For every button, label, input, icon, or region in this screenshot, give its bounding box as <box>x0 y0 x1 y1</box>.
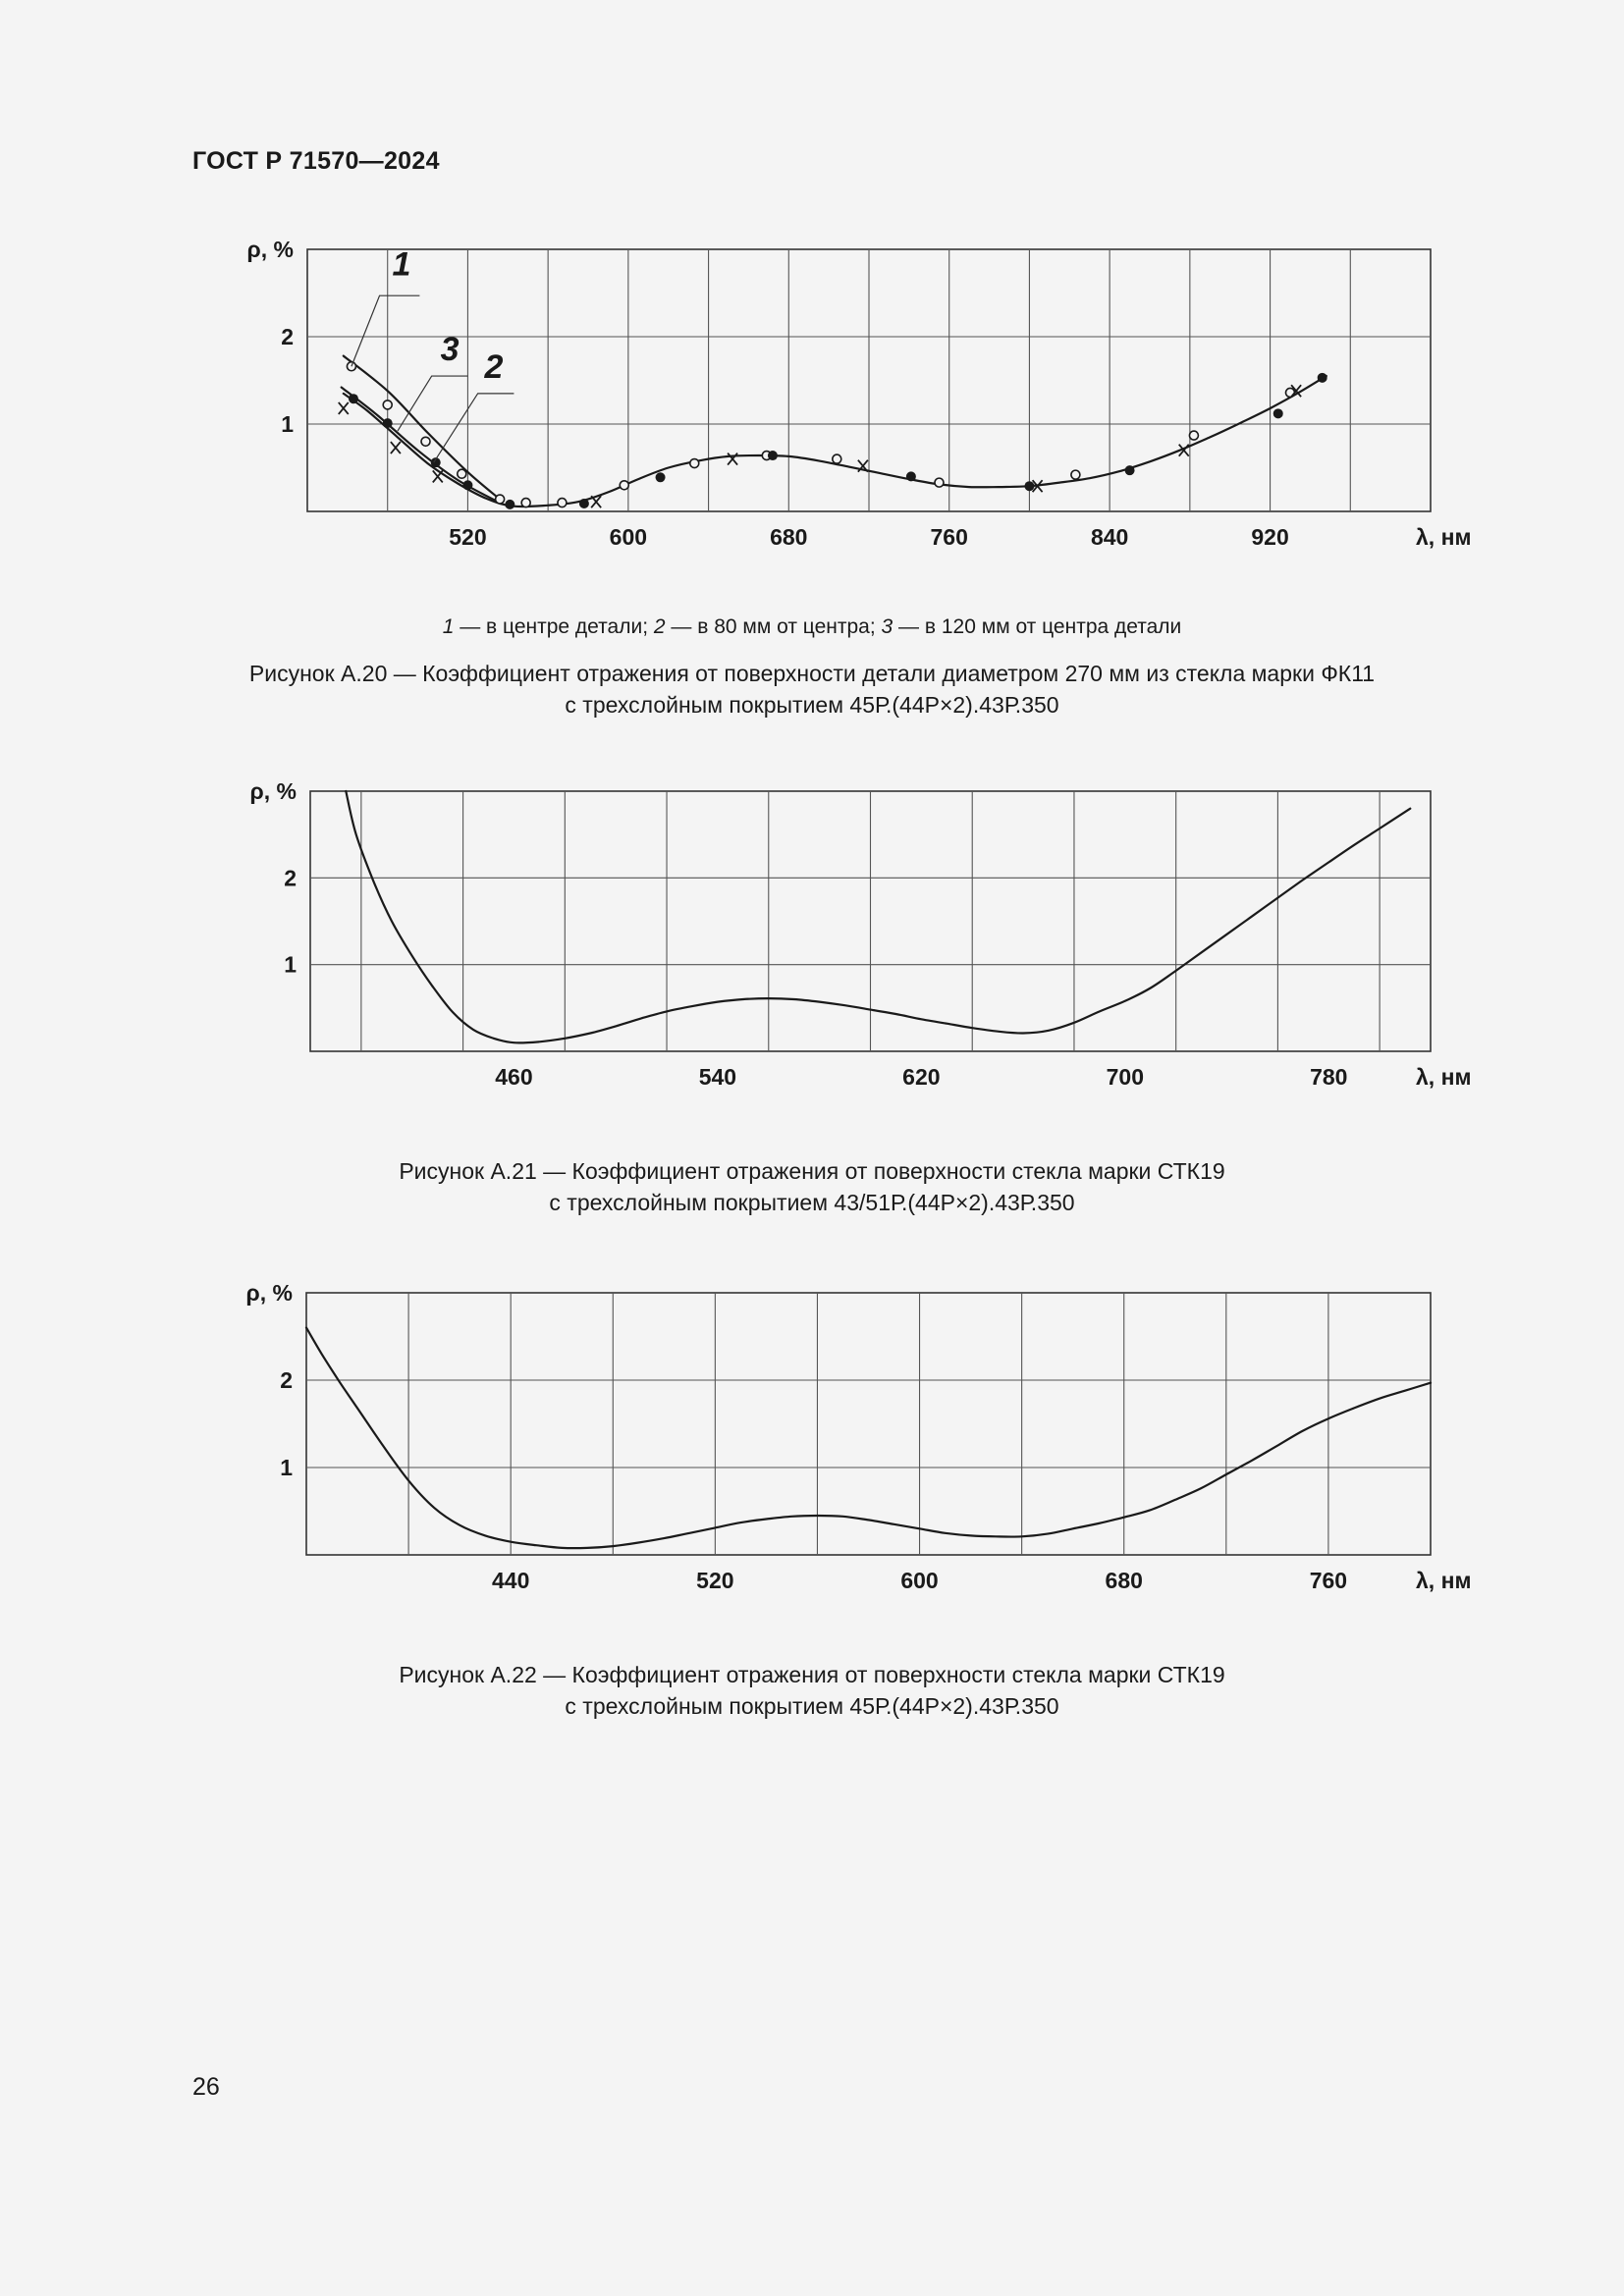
chart0-series-1-point <box>833 454 841 463</box>
figure-a20-caption-line1: Рисунок А.20 — Коэффициент отражения от поверхности детали диаметром 270 мм из стекла марки ФК11 <box>248 661 1376 686</box>
chart2-x-axis-label: λ, нм <box>1416 1568 1472 1593</box>
chart0-series-2-point <box>1273 408 1283 418</box>
chart1-plot-frame <box>310 791 1431 1051</box>
figure-a20-caption-line2: с трехслойным покрытием 45Р.(44Р×2).43Р.350 <box>565 692 1059 718</box>
chart0-series-2-point <box>1318 373 1327 383</box>
chart1-x-tick-label: 540 <box>698 1064 737 1090</box>
chart0-series-3-point <box>391 442 401 454</box>
chart1-y-axis-label: ρ, % <box>249 778 297 804</box>
chart0-fit-curve <box>344 376 1326 507</box>
chart0-y-axis-label: ρ, % <box>246 237 294 262</box>
figure-a21-caption-line2: с трехслойным покрытием 43/51Р.(44Р×2).43Р.350 <box>549 1190 1075 1215</box>
chart0-y-tick-label: 1 <box>281 411 294 437</box>
chart0-series-2-point <box>462 480 472 490</box>
chart0-series-1-point <box>1071 470 1080 479</box>
chart1-series-line <box>346 791 1410 1042</box>
chart2-x-tick-label: 680 <box>1105 1568 1143 1593</box>
figure-a22-caption <box>0 1659 1624 1722</box>
document-header: ГОСТ Р 71570—2024 <box>192 147 440 175</box>
chart2-series-line <box>306 1328 1431 1549</box>
chart0-x-axis-label: λ, нм <box>1416 524 1472 550</box>
chart0-x-tick-label: 840 <box>1090 524 1129 550</box>
chart2-y-tick-label: 2 <box>280 1367 293 1393</box>
chart0-x-tick-label: 600 <box>609 524 648 550</box>
chart0-series-2-point <box>768 451 778 460</box>
chart2-y-axis-label: ρ, % <box>245 1280 293 1306</box>
chart0-curve-label-2: 2 <box>484 347 504 386</box>
chart0-series-1-point <box>383 400 392 409</box>
chart0-curve-label-leader <box>352 295 419 366</box>
chart2-y-tick-label: 1 <box>280 1455 293 1480</box>
chart0-series-1-point <box>521 499 530 507</box>
chart0-series-1-point <box>690 459 699 468</box>
figure-a20-legend-note <box>0 614 1624 641</box>
chart0-x-tick-label: 520 <box>449 524 487 550</box>
chart0-curve-label-3: 3 <box>440 331 460 369</box>
chart2-plot-frame <box>306 1293 1431 1555</box>
chart0-series-2-point <box>505 500 514 509</box>
chart0-series-1-point <box>458 469 466 478</box>
chart0-curve-label-leader <box>398 376 468 431</box>
chart1-x-tick-label: 620 <box>902 1064 941 1090</box>
chart0-series-1-point <box>1189 431 1198 440</box>
chart0-series-2-point <box>579 499 589 508</box>
chart2-x-tick-label: 600 <box>900 1568 939 1593</box>
chart1-y-tick-label: 2 <box>284 865 297 891</box>
figure-a21-caption <box>0 1155 1624 1218</box>
chart-a20 <box>0 0 1624 589</box>
figure-a21-caption-line1: Рисунок А.21 — Коэффициент отражения от поверхности стекла марки СТК19 <box>399 1158 1225 1184</box>
legend-num-3: 3 <box>881 615 893 638</box>
chart0-series-3-point <box>728 454 737 465</box>
figure-a22-caption-line1: Рисунок А.22 — Коэффициент отражения от поверхности стекла марки СТК19 <box>399 1662 1225 1687</box>
legend-num-1: 1 <box>442 615 455 638</box>
chart0-series-2-point <box>1024 481 1034 491</box>
legend-text-2: — в 80 мм от центра; <box>665 615 882 638</box>
chart0-x-tick-label: 920 <box>1251 524 1289 550</box>
figure-a22-caption-line2: с трехслойным покрытием 45Р.(44Р×2).43Р.350 <box>565 1693 1059 1719</box>
chart0-curve-label-1: 1 <box>392 245 411 284</box>
chart0-series-3-point <box>433 470 443 482</box>
chart0-series-1-point <box>935 478 944 487</box>
chart0-curve-branch <box>344 356 502 502</box>
chart1-y-tick-label: 1 <box>284 951 297 978</box>
chart2-x-tick-label: 520 <box>696 1568 734 1593</box>
chart2-x-tick-label: 440 <box>491 1568 530 1593</box>
chart0-curve-branch <box>342 388 498 503</box>
chart0-series-1-point <box>421 437 430 446</box>
chart0-x-tick-label: 680 <box>770 524 808 550</box>
page-number: 26 <box>192 2073 220 2101</box>
chart0-series-1-point <box>620 481 628 490</box>
chart0-series-3-point <box>339 402 349 414</box>
chart0-series-2-point <box>349 394 358 403</box>
legend-num-2: 2 <box>653 615 666 638</box>
chart0-series-2-point <box>906 471 916 481</box>
chart0-series-2-point <box>1125 465 1135 475</box>
chart0-series-2-point <box>383 418 393 428</box>
chart0-series-2-point <box>656 472 666 482</box>
chart0-y-tick-label: 2 <box>281 324 294 349</box>
legend-text-3: — в 120 мм от центра детали <box>893 615 1182 638</box>
chart2-x-tick-label: 760 <box>1309 1568 1348 1593</box>
chart1-x-axis-label: λ, нм <box>1416 1064 1472 1090</box>
chart0-x-tick-label: 760 <box>930 524 968 550</box>
chart0-series-1-point <box>558 499 567 507</box>
chart1-x-tick-label: 460 <box>495 1064 533 1090</box>
chart0-series-1-point <box>496 495 505 504</box>
chart1-x-tick-label: 780 <box>1310 1064 1348 1090</box>
figure-a20-caption <box>0 658 1624 721</box>
chart1-x-tick-label: 700 <box>1106 1064 1145 1090</box>
legend-text-1: — в центре детали; <box>454 615 654 638</box>
